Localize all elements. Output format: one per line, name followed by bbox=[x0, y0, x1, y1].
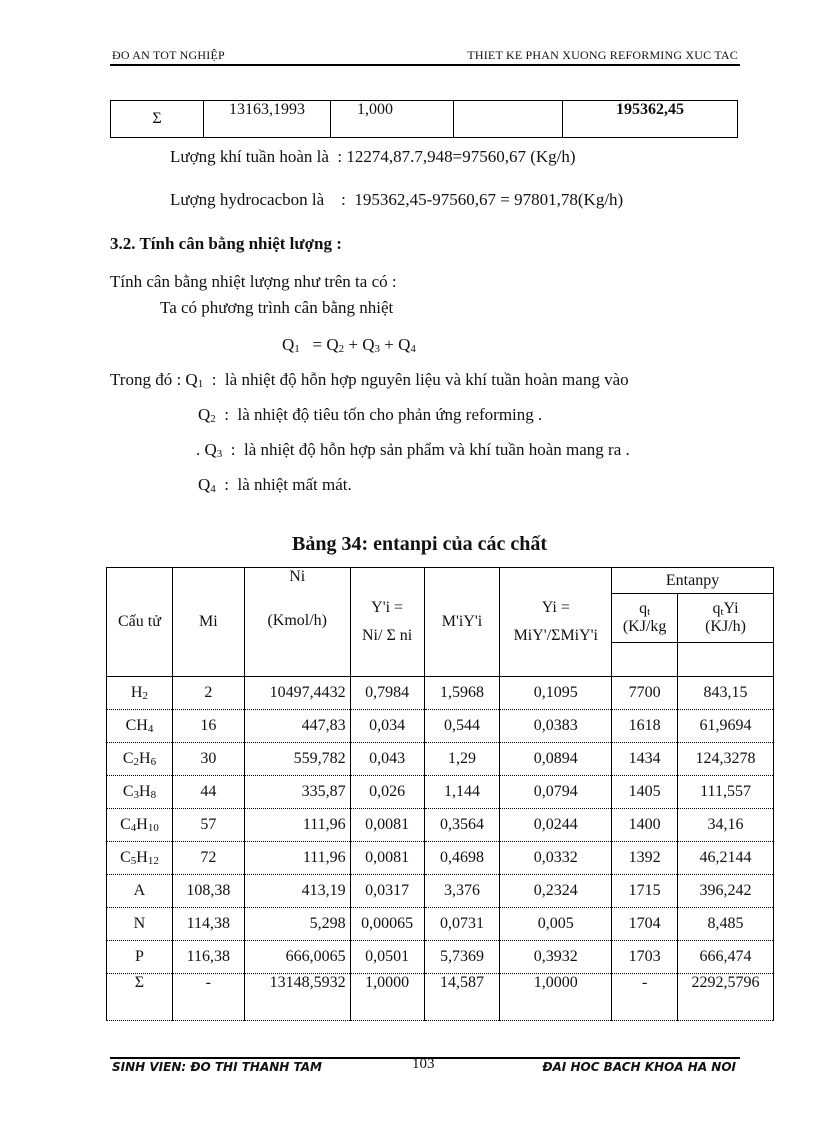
cell-yi-prime: 0,7984 bbox=[350, 677, 424, 710]
cell-yi: 0,1095 bbox=[500, 677, 612, 710]
table-row bbox=[107, 677, 774, 710]
cell-ni: 666,0065 bbox=[244, 941, 350, 974]
total-cell-1: 13163,1993 bbox=[204, 101, 331, 138]
cell-mi: 44 bbox=[172, 776, 244, 809]
cell-yi: 0,0794 bbox=[500, 776, 612, 809]
cell-component: N bbox=[107, 908, 173, 941]
cell-miyi: 1,144 bbox=[424, 776, 500, 809]
table-row bbox=[107, 941, 774, 974]
cell-ni: 111,96 bbox=[244, 809, 350, 842]
cell-miyi: 1,29 bbox=[424, 743, 500, 776]
table-row bbox=[107, 908, 774, 941]
table-row bbox=[107, 743, 774, 776]
cell-qtyi: 124,3278 bbox=[678, 743, 774, 776]
cell-miyi: 3,376 bbox=[424, 875, 500, 908]
cell-component: $C_5H_{12}$ bbox=[107, 842, 173, 875]
table-row bbox=[107, 776, 774, 809]
total-cell-2: 1,000 bbox=[331, 101, 454, 138]
header-miyi: M'iY'i bbox=[424, 568, 500, 677]
cell-component: $CH_4$ bbox=[107, 710, 173, 743]
header-right: THIET KE PHAN XUONG REFORMING XUC TAC bbox=[467, 48, 738, 62]
summary-table bbox=[110, 100, 738, 138]
q3-definition: . $Q_3$ : là nhiệt độ hỗn hợp sản phẩm và khí tuần hoàn mang ra . bbox=[196, 440, 630, 460]
cell-qt: 7700 bbox=[612, 677, 678, 710]
cell-mi: 16 bbox=[172, 710, 244, 743]
enthalpy-table bbox=[106, 567, 774, 1021]
cell-qt: 1405 bbox=[612, 776, 678, 809]
cell-qt: 1400 bbox=[612, 809, 678, 842]
total-cell-3 bbox=[454, 101, 563, 138]
cell-qtyi: 111,557 bbox=[678, 776, 774, 809]
cell-qt: 1392 bbox=[612, 842, 678, 875]
sigma-cell: Σ bbox=[111, 101, 204, 138]
cell-component: A bbox=[107, 875, 173, 908]
cell-qtyi: 46,2144 bbox=[678, 842, 774, 875]
cell-qtyi: 843,15 bbox=[678, 677, 774, 710]
section-heading: 3.2. Tính cân bằng nhiệt lượng : bbox=[110, 234, 342, 253]
header-entanpy: Entanpy bbox=[612, 568, 774, 594]
cell-ni: 447,83 bbox=[244, 710, 350, 743]
cell-component: $C_3H_8$ bbox=[107, 776, 173, 809]
cell-ni: 10497,4432 bbox=[244, 677, 350, 710]
intro-line: Tính cân bằng nhiệt lượng như trên ta có : bbox=[110, 272, 397, 291]
cell-qt: 1704 bbox=[612, 908, 678, 941]
cell-qt: 1434 bbox=[612, 743, 678, 776]
cell-qt: 1715 bbox=[612, 875, 678, 908]
cell-mi: 108,38 bbox=[172, 875, 244, 908]
table-row bbox=[107, 875, 774, 908]
cell-yi-prime: 0,0501 bbox=[350, 941, 424, 974]
cell-miyi: 0,0731 bbox=[424, 908, 500, 941]
cell-qtyi: 666,474 bbox=[678, 941, 774, 974]
cell-qt: - bbox=[612, 974, 678, 1021]
cell-ni: 413,19 bbox=[244, 875, 350, 908]
cell-miyi: 0,4698 bbox=[424, 842, 500, 875]
cell-yi: 0,0383 bbox=[500, 710, 612, 743]
cell-yi-prime: 1,0000 bbox=[350, 974, 424, 1021]
cell-miyi: 0,544 bbox=[424, 710, 500, 743]
cell-qt: 1618 bbox=[612, 710, 678, 743]
cell-yi: 0,0332 bbox=[500, 842, 612, 875]
cell-qtyi: 2292,5796 bbox=[678, 974, 774, 1021]
hydrocarbon-line: Lượng hydrocacbon là : 195362,45-97560,67 = 97801,78(Kg/h) bbox=[170, 190, 624, 209]
q2-definition: $Q_2$ : là nhiệt độ tiêu tốn cho phản ứng reforming . bbox=[198, 405, 543, 425]
header-cautu: Cấu tử bbox=[107, 568, 173, 677]
total-cell-4: 195362,45 bbox=[563, 101, 738, 138]
cell-yi-prime: 0,00065 bbox=[350, 908, 424, 941]
cell-miyi: 1,5968 bbox=[424, 677, 500, 710]
cell-ni: 5,298 bbox=[244, 908, 350, 941]
cell-component: $C_4H_{10}$ bbox=[107, 809, 173, 842]
cell-miyi: 5,7369 bbox=[424, 941, 500, 974]
cell-miyi: 14,587 bbox=[424, 974, 500, 1021]
cell-component: $H_2$ bbox=[107, 677, 173, 710]
equation-intro: Ta có phương trình cân bằng nhiệt bbox=[160, 298, 394, 317]
cell-ni: 335,87 bbox=[244, 776, 350, 809]
header-yi: Yi = MiY'/ΣMiY'i bbox=[500, 568, 612, 677]
cell-mi: 2 bbox=[172, 677, 244, 710]
cell-yi: 1,0000 bbox=[500, 974, 612, 1021]
header-left: ĐO AN TOT NGHIỆP bbox=[112, 48, 225, 62]
q4-definition: $Q_4$ : là nhiệt mất mát. bbox=[198, 475, 352, 495]
header-qtyi: $q_tYi$ (KJ/h) bbox=[678, 594, 774, 643]
footer-student: SINH VIEN: ĐO THI THANH TAM bbox=[112, 1060, 322, 1074]
cell-yi: 0,0894 bbox=[500, 743, 612, 776]
table-row bbox=[107, 710, 774, 743]
equation: $Q_1 = Q_2 + Q_3 + Q_4$ bbox=[282, 335, 416, 355]
q1-definition: Trong đó : $Q_1$ : là nhiệt độ hỗn hợp nguyên liệu và khí tuần hoàn mang vào bbox=[110, 370, 629, 390]
header-yi-prime: Y'i = Ni/ Σ ni bbox=[350, 568, 424, 677]
cell-qtyi: 34,16 bbox=[678, 809, 774, 842]
cell-mi: 30 bbox=[172, 743, 244, 776]
cell-mi: 72 bbox=[172, 842, 244, 875]
table-title: Bảng 34: entanpi của các chất bbox=[292, 533, 547, 555]
header-rule bbox=[110, 64, 740, 66]
cell-qtyi: 396,242 bbox=[678, 875, 774, 908]
cell-qtyi: 61,9694 bbox=[678, 710, 774, 743]
table-row bbox=[107, 809, 774, 842]
cell-qtyi: 8,485 bbox=[678, 908, 774, 941]
header-ni: Ni (Kmol/h) bbox=[244, 568, 350, 677]
cell-mi: 116,38 bbox=[172, 941, 244, 974]
cell-component: $C_2H_6$ bbox=[107, 743, 173, 776]
cell-mi: - bbox=[172, 974, 244, 1021]
footer-university: ĐAI HOC BACH KHOA HA NOI bbox=[542, 1060, 736, 1074]
table-row bbox=[107, 842, 774, 875]
cell-yi-prime: 0,026 bbox=[350, 776, 424, 809]
cell-yi: 0,3932 bbox=[500, 941, 612, 974]
cell-miyi: 0,3564 bbox=[424, 809, 500, 842]
cell-ni: 13148,5932 bbox=[244, 974, 350, 1021]
cell-yi-prime: 0,043 bbox=[350, 743, 424, 776]
cell-mi: 57 bbox=[172, 809, 244, 842]
cell-component: Σ bbox=[107, 974, 173, 1021]
header-mi: Mi bbox=[172, 568, 244, 677]
cell-yi: 0,2324 bbox=[500, 875, 612, 908]
header-qt: $q_t$ (KJ/kg bbox=[612, 594, 678, 643]
cell-ni: 559,782 bbox=[244, 743, 350, 776]
cell-yi: 0,005 bbox=[500, 908, 612, 941]
cell-yi-prime: 0,0081 bbox=[350, 842, 424, 875]
page-number: 103 bbox=[412, 1056, 435, 1072]
recycle-gas-line: Lượng khí tuần hoàn là : 12274,87.7,948=97560,67 (Kg/h) bbox=[170, 147, 576, 166]
cell-yi-prime: 0,0081 bbox=[350, 809, 424, 842]
cell-yi-prime: 0,0317 bbox=[350, 875, 424, 908]
cell-ni: 111,96 bbox=[244, 842, 350, 875]
cell-mi: 114,38 bbox=[172, 908, 244, 941]
table-row bbox=[107, 974, 774, 1021]
cell-yi-prime: 0,034 bbox=[350, 710, 424, 743]
cell-yi: 0,0244 bbox=[500, 809, 612, 842]
cell-qt: 1703 bbox=[612, 941, 678, 974]
cell-component: P bbox=[107, 941, 173, 974]
